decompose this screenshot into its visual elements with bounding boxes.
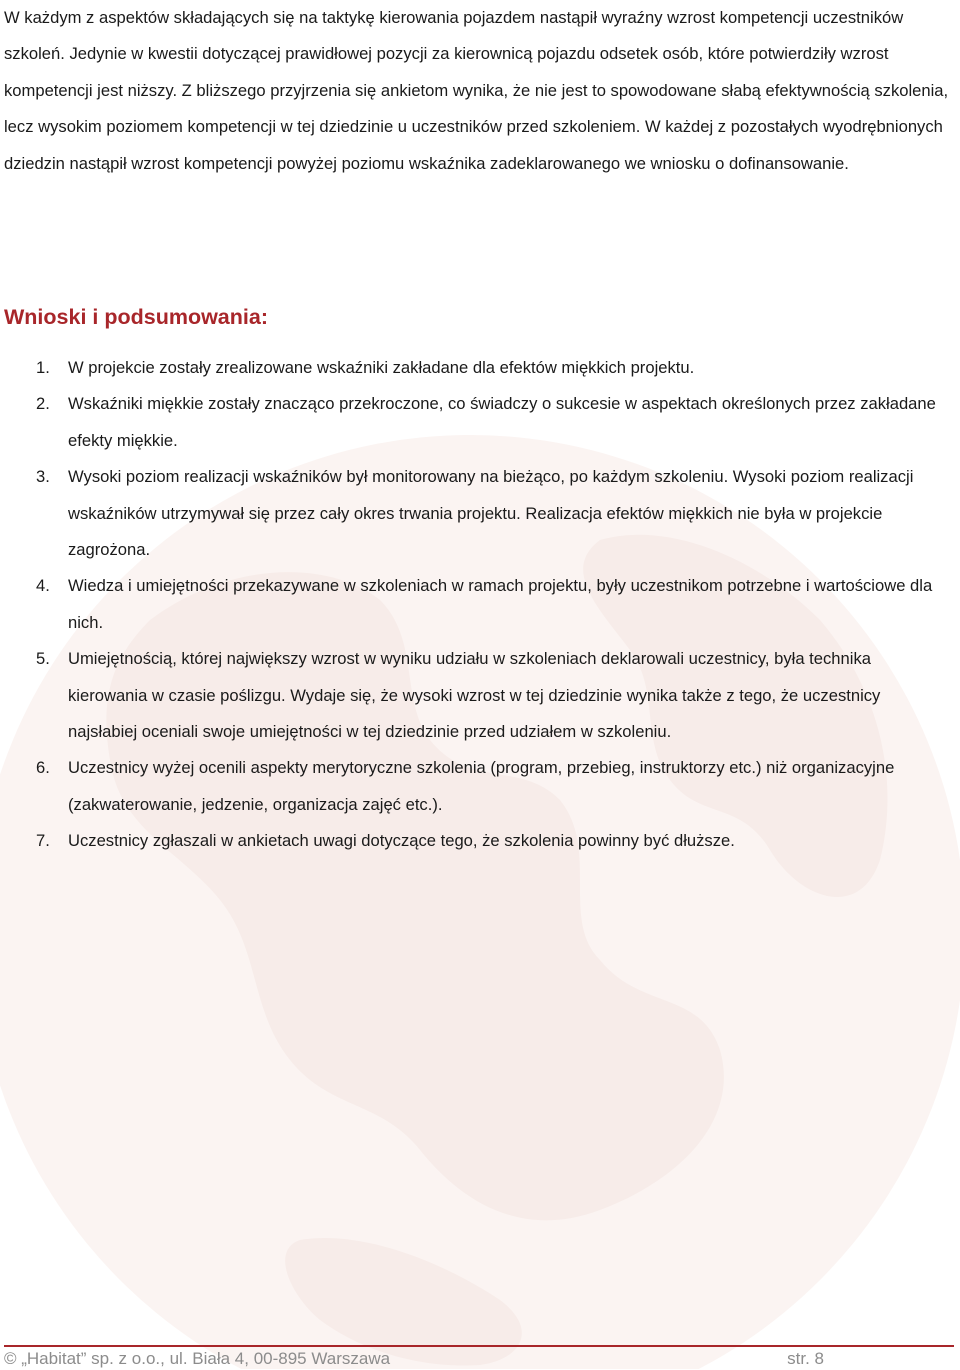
list-item — [0, 750, 945, 823]
list-item — [0, 641, 945, 750]
list-item-text: Wysoki poziom realizacji wskaźników był monitorowany na bieżąco, po każdym szkoleniu. Wysoki poziom realizacji wskaźników utrzymywał się przez cały okres trwania projektu. Realizacja efektów miękkich nie była w projekcie zagrożona. — [68, 467, 914, 560]
list-item-text: Uczestnicy zgłaszali w ankietach uwagi dotyczące tego, że szkolenia powinny być dłuższe. — [68, 831, 735, 851]
list-item — [0, 568, 945, 641]
list-item-number: 5. — [36, 649, 50, 669]
conclusions-list — [0, 350, 945, 860]
list-item-number: 6. — [36, 758, 50, 778]
list-item-text: Wiedza i umiejętności przekazywane w szkoleniach w ramach projektu, były uczestnikom potrzebne i wartościowe dla nich. — [68, 576, 933, 632]
section-heading: Wnioski i podsumowania: — [4, 305, 268, 329]
list-item-number: 2. — [36, 394, 50, 414]
list-item — [0, 459, 945, 568]
page-footer — [4, 1348, 824, 1370]
list-item — [0, 386, 945, 459]
list-item-number: 7. — [36, 831, 50, 851]
list-item-text: Uczestnicy wyżej ocenili aspekty merytoryczne szkolenia (program, przebieg, instruktorzy etc.) niż organizacyjne (zakwaterowanie, jedzenie, organizacja zajęć etc.). — [68, 758, 895, 814]
footer-divider — [4, 1345, 954, 1347]
footer-company: © „Habitat” sp. z o.o., ul. Biała 4, 00-895 Warszawa — [4, 1349, 391, 1368]
list-item-text: Umiejętnością, której największy wzrost w wyniku udziału w szkoleniach deklarowali uczestnicy, była technika kierowania w czasie poślizgu. Wydaje się, że wysoki wzrost w tej dziedzinie wynika także z tego, że uczestnicy najsłabiej oceniali swoje umiejętności w tej dziedzinie przed udziałem w szkoleniu. — [68, 649, 881, 742]
list-item-text: W projekcie zostały zrealizowane wskaźniki zakładane dla efektów miękkich projektu. — [68, 358, 695, 377]
list-item-text: Wskaźniki miękkie zostały znacząco przekroczone, co świadczy o sukcesie w aspektach określonych przez zakładane efekty miękkie. — [68, 394, 936, 450]
page-number: str. 8 — [787, 1349, 824, 1368]
list-item-number: 4. — [36, 576, 50, 596]
list-item-number: 3. — [36, 467, 50, 487]
list-item — [0, 350, 945, 386]
list-item-number: 1. — [36, 358, 50, 377]
intro-paragraph: W każdym z aspektów składających się na taktykę kierowania pojazdem nastąpił wyraźny wzrost kompetencji uczestników szkoleń. Jedynie w kwestii dotyczącej prawidłowej pozycji za kierownicą pojazdu odsetek osób, które potwierdziły wzrost kompetencji jest niższy. Z bliższego przyjrzenia się ankietom wynika, że nie jest to spowodowane słabą efektywnością szkolenia, lecz wysokim poziomem kompetencji w tej dziedzinie u uczestników przed szkoleniem. W każdej z pozostałych wyodrębnionych dziedzin nastąpił wzrost kompetencji powyżej poziomu wskaźnika zadeklarowanego we wniosku o dofinansowanie. — [4, 8, 949, 173]
list-item — [0, 823, 945, 859]
